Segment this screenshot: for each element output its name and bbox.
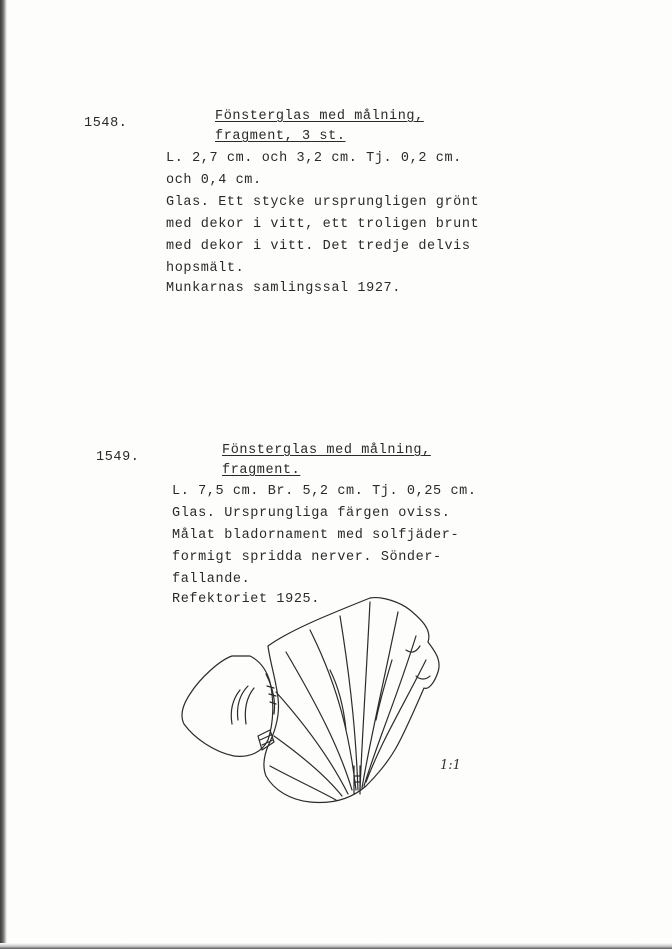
entry-title: Fönsterglas med målning,	[222, 443, 431, 458]
entry-title: Fönsterglas med målning,	[215, 109, 424, 124]
entry-text-line: Glas. Ett stycke ursprungligen grönt	[166, 195, 480, 210]
entry-number: 1549.	[96, 450, 140, 465]
entry-subtitle: fragment, 3 st.	[215, 129, 346, 144]
entry-subtitle: fragment.	[222, 463, 301, 478]
page-left-edge	[0, 0, 7, 949]
entry-text-line: Målat bladornament med solfjäder-	[172, 528, 460, 543]
entry-text-line: fallande.	[172, 572, 251, 587]
entry-text-line: Munkarnas samlingssal 1927.	[166, 281, 401, 296]
entry-text-line: formigt spridda nerver. Sönder-	[172, 550, 442, 565]
entry-number: 1548.	[84, 116, 128, 131]
entry-text-line: Refektoriet 1925.	[172, 592, 320, 607]
entry-text-line: med dekor i vitt. Det tredje delvis	[166, 239, 471, 254]
entry-text-line: och 0,4 cm.	[166, 173, 262, 188]
entry-text-line: L. 7,5 cm. Br. 5,2 cm. Tj. 0,25 cm.	[172, 484, 477, 499]
entry-text-line: Glas. Ursprungliga färgen oviss.	[172, 506, 451, 521]
scale-note: 1:1	[440, 758, 461, 773]
page-bottom-edge	[0, 943, 672, 949]
entry-text-line: L. 2,7 cm. och 3,2 cm. Tj. 0,2 cm.	[166, 151, 462, 166]
fragment-drawing	[170, 590, 460, 810]
entry-text-line: hopsmält.	[166, 261, 245, 276]
entry-text-line: med dekor i vitt, ett troligen brunt	[166, 217, 480, 232]
